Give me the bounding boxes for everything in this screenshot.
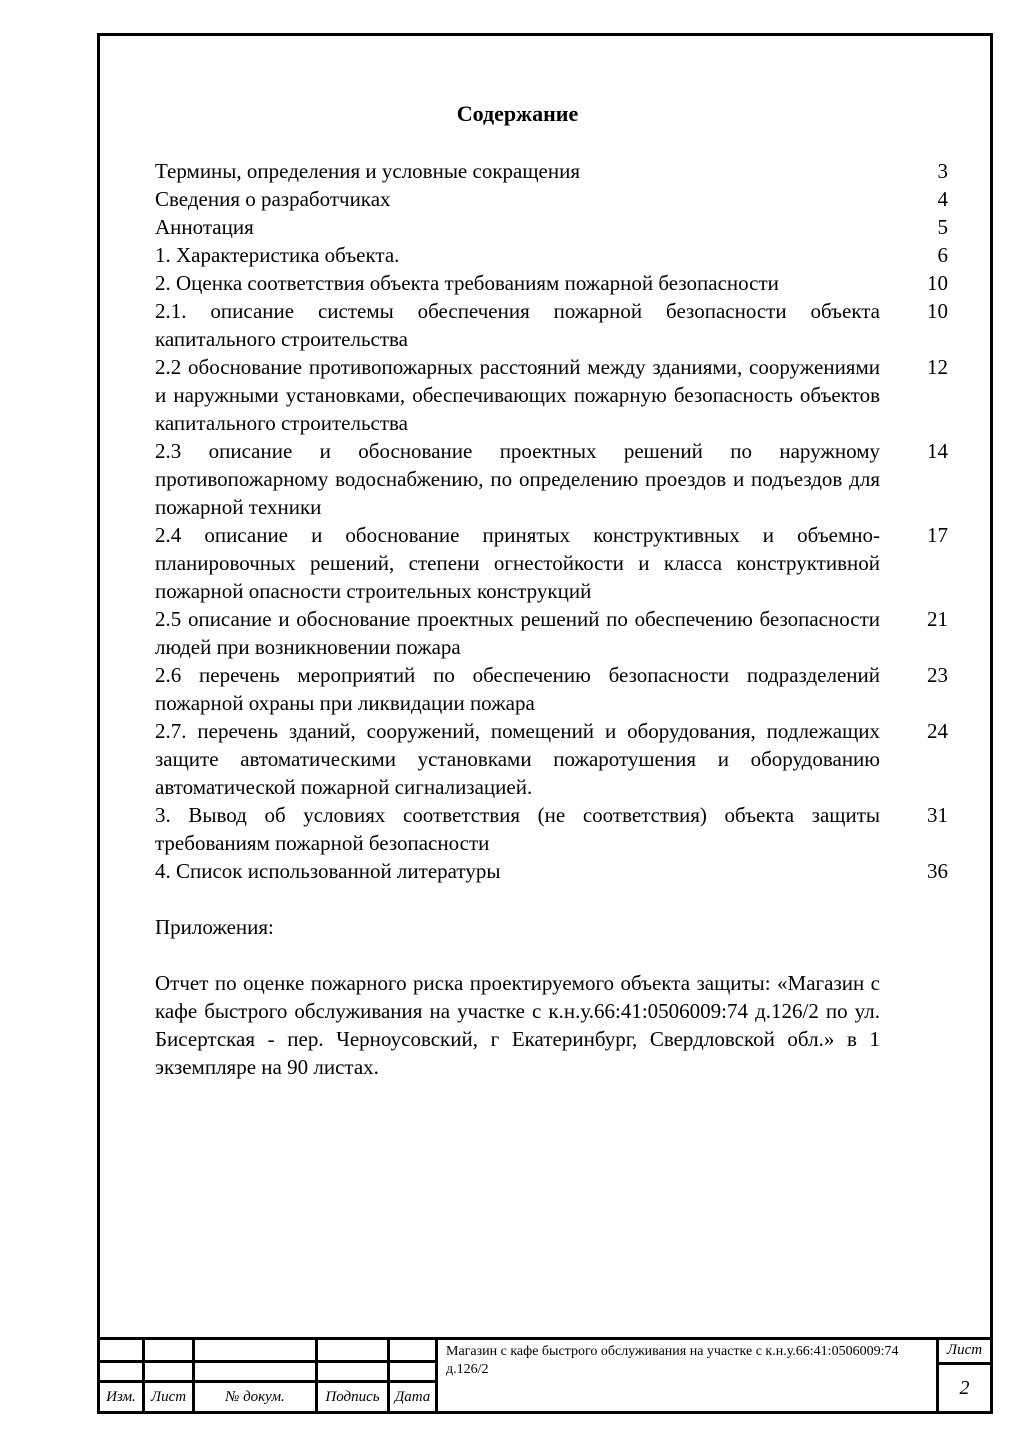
toc-row bbox=[155, 801, 948, 857]
toc-entry-page-number: 6 bbox=[937, 243, 948, 267]
toc-entry-page-number: 5 bbox=[937, 215, 948, 239]
toc-row bbox=[155, 157, 948, 185]
title-block bbox=[97, 1337, 993, 1414]
title-block-empty-cell bbox=[195, 1363, 318, 1383]
title-block-empty-cell bbox=[145, 1363, 195, 1383]
title-block-empty-cell bbox=[100, 1340, 145, 1363]
title-block-label-izm: Изм. bbox=[100, 1383, 145, 1411]
sheet-number: 2 bbox=[959, 1376, 970, 1399]
toc-entry-page-number: 31 bbox=[927, 803, 948, 827]
toc-entry-page-number: 3 bbox=[937, 159, 948, 183]
toc-entry-text: 2.7. перечень зданий, сооружений, помещений и оборудования, подлежащих защите автоматическими установками пожаротушения и оборудованию автоматической пожарной сигнализацией. bbox=[155, 719, 880, 799]
toc-entry-text: 2.3 описание и обоснование проектных решений по наружному противопожарному водоснабжению, по определению проездов и подъездов для пожарной техники bbox=[155, 439, 880, 519]
title-block-sheet-cell bbox=[939, 1340, 990, 1411]
toc-entry-text: 4. Список использованной литературы bbox=[155, 859, 501, 883]
toc-entry-text: 2.2 обоснование противопожарных расстояний между зданиями, сооружениями и наружными установками, обеспечивающих пожарную безопасность объектов капитального строительства bbox=[155, 355, 880, 435]
toc-entry-text: 2.5 описание и обоснование проектных решений по обеспечению безопасности людей при возникновении пожара bbox=[155, 607, 880, 659]
toc-row bbox=[155, 297, 948, 353]
appendix-paragraph: Отчет по оценке пожарного риска проектируемого объекта защиты: «Магазин с кафе быстрого обслуживания на участке с к.н.у.66:41:0506009:74 д.126/2 по ул. Бисертская - пер. Черноусовский, г Екатеринбург, Свердловской обл.» в 1 экземпляре на 90 листах. bbox=[155, 971, 880, 1079]
toc-entry-page-number: 17 bbox=[927, 523, 948, 547]
toc-entry-page-number: 21 bbox=[927, 607, 948, 631]
toc-entry-page-number: 10 bbox=[927, 271, 948, 295]
title-block-empty-cell bbox=[390, 1363, 438, 1383]
toc-entry-text: 2. Оценка соответствия объекта требованиям пожарной безопасности bbox=[155, 271, 779, 295]
toc-row bbox=[155, 437, 948, 521]
title-block-empty-cell bbox=[145, 1340, 195, 1363]
toc-entry-page-number: 23 bbox=[927, 663, 948, 687]
page-content bbox=[100, 36, 990, 1081]
toc-row bbox=[155, 605, 948, 661]
toc-entry-text: 1. Характеристика объекта. bbox=[155, 243, 400, 267]
title-block-label-data: Дата bbox=[390, 1383, 438, 1411]
title-block-label-list: Лист bbox=[145, 1383, 195, 1411]
toc-heading: Содержание bbox=[456, 101, 579, 126]
toc-row bbox=[155, 717, 948, 801]
title-block-label-podpis: Подпись bbox=[318, 1383, 390, 1411]
toc-entry-page-number: 36 bbox=[927, 859, 948, 883]
toc-row bbox=[155, 521, 948, 605]
toc-entry-page-number: 24 bbox=[927, 719, 948, 743]
toc-entry-page-number: 4 bbox=[937, 187, 948, 211]
appendix-heading: Приложения: bbox=[155, 915, 274, 939]
toc-row bbox=[155, 241, 948, 269]
title-block-empty-cell bbox=[318, 1363, 390, 1383]
title-block-empty-cell bbox=[100, 1363, 145, 1383]
toc-entry-page-number: 12 bbox=[927, 355, 948, 379]
toc-entry-text: 3. Вывод об условиях соответствия (не соответствия) объекта защиты требованиям пожарной безопасности bbox=[155, 803, 880, 855]
title-block-empty-cell bbox=[195, 1340, 318, 1363]
toc-row bbox=[155, 213, 948, 241]
toc-row bbox=[155, 185, 948, 213]
toc-entry-page-number: 14 bbox=[927, 439, 948, 463]
toc-entry-text: 2.4 описание и обоснование принятых конструктивных и объемно-планировочных решений, степени огнестойкости и класса конструктивной пожарной опасности строительных конструкций bbox=[155, 523, 880, 603]
page-frame bbox=[97, 33, 993, 1340]
toc-row bbox=[155, 661, 948, 717]
toc-entry-text: 2.6 перечень мероприятий по обеспечению безопасности подразделений пожарной охраны при ликвидации пожара bbox=[155, 663, 880, 715]
toc-row bbox=[155, 353, 948, 437]
toc-entry-text: Сведения о разработчиках bbox=[155, 187, 391, 211]
title-block-empty-cell bbox=[390, 1340, 438, 1363]
toc-entry-text: 2.1. описание системы обеспечения пожарной безопасности объекта капитального строительства bbox=[155, 299, 880, 351]
sheet-label: Лист bbox=[939, 1340, 990, 1365]
toc-row bbox=[155, 857, 948, 885]
toc-entry-page-number: 10 bbox=[927, 299, 948, 323]
toc-row bbox=[155, 269, 948, 297]
title-block-empty-cell bbox=[318, 1340, 390, 1363]
toc-list bbox=[155, 157, 948, 885]
toc-entry-text: Термины, определения и условные сокращения bbox=[155, 159, 580, 183]
title-block-label-dokum: № докум. bbox=[195, 1383, 318, 1411]
title-block-doc-name: Магазин с кафе быстрого обслуживания на участке с к.н.у.66:41:0506009:74 д.126/2 bbox=[438, 1340, 939, 1411]
toc-entry-text: Аннотация bbox=[155, 215, 254, 239]
title-block-revision-grid bbox=[100, 1340, 438, 1411]
